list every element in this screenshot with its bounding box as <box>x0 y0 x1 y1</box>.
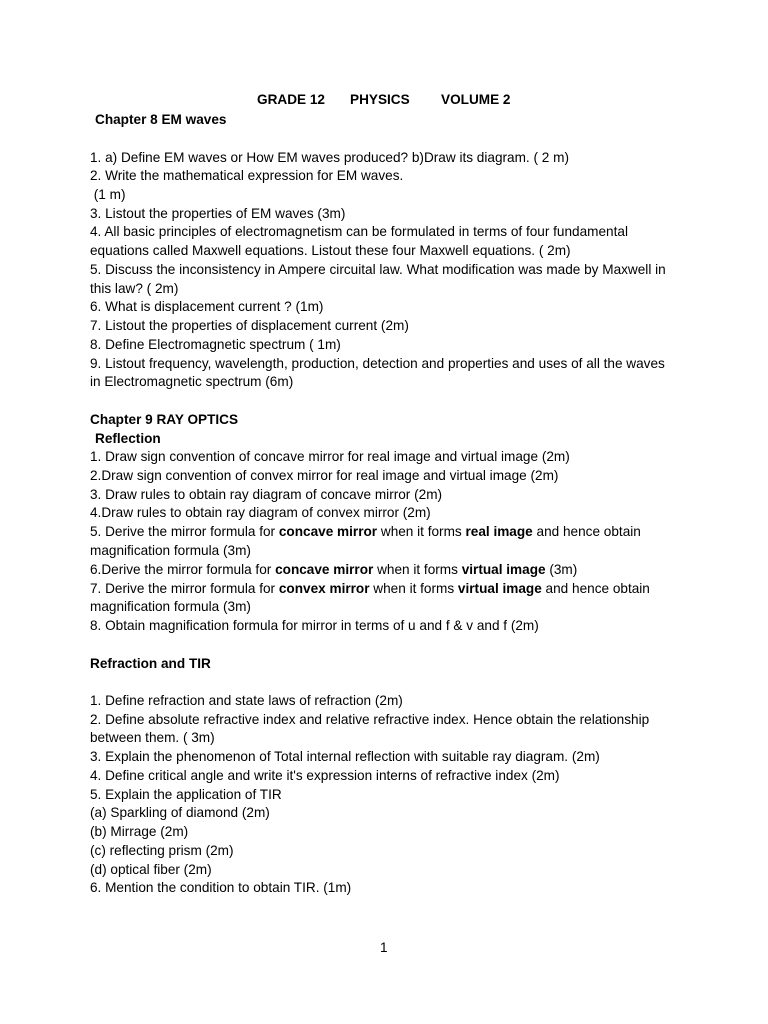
chapter8-item: 9. Listout frequency, wavelength, production, detection and properties and uses of all the waves <box>90 356 665 371</box>
item-text: 5. Derive the mirror formula for <box>90 524 279 539</box>
chapter8-item: 3. Listout the properties of EM waves (3m) <box>90 206 346 221</box>
refraction-item: (b) Mirrage (2m) <box>90 824 189 839</box>
reflection-item: magnification formula (3m) <box>90 599 251 614</box>
refraction-item: 5. Explain the application of TIR <box>90 787 282 802</box>
chapter8-item: 6. What is displacement current ? (1m) <box>90 299 324 314</box>
chapter8-item: 2. Write the mathematical expression for EM waves. <box>90 168 404 183</box>
header-grade: GRADE 12 <box>257 92 325 107</box>
refraction-item: (a) Sparkling of diamond (2m) <box>90 805 270 820</box>
page-number: 1 <box>380 940 388 955</box>
refraction-item: 6. Mention the condition to obtain TIR. (1m) <box>90 880 352 895</box>
item-text: when it forms <box>373 562 462 577</box>
document-header <box>0 92 768 110</box>
emphasis-text: virtual image <box>457 581 542 596</box>
refraction-title: Refraction and TIR <box>90 656 211 671</box>
emphasis-text: real image <box>465 524 533 539</box>
reflection-item <box>90 561 577 579</box>
emphasis-text: virtual image <box>461 562 546 577</box>
reflection-item <box>90 580 650 598</box>
chapter9-title: Chapter 9 RAY OPTICS <box>90 412 239 427</box>
item-text: when it forms <box>369 581 458 596</box>
reflection-item: 3. Draw rules to obtain ray diagram of concave mirror (2m) <box>90 487 443 502</box>
reflection-item: 1. Draw sign convention of concave mirror for real image and virtual image (2m) <box>90 449 570 464</box>
chapter8-item: 4. All basic principles of electromagnetism can be formulated in terms of four fundamental <box>90 224 628 239</box>
chapter8-title: Chapter 8 EM waves <box>95 112 227 127</box>
item-text: 7. Derive the mirror formula for <box>90 581 279 596</box>
chapter8-item: (1 m) <box>90 187 126 202</box>
chapter8-item: in Electromagnetic spectrum (6m) <box>90 374 294 389</box>
reflection-item: magnification formula (3m) <box>90 543 251 558</box>
refraction-item: (c) reflecting prism (2m) <box>90 843 234 858</box>
refraction-item: between them. ( 3m) <box>90 730 215 745</box>
refraction-item: (d) optical fiber (2m) <box>90 862 212 877</box>
refraction-item: 2. Define absolute refractive index and relative refractive index. Hence obtain the relationship <box>90 712 650 727</box>
reflection-title: Reflection <box>95 431 161 446</box>
reflection-item <box>90 523 641 541</box>
reflection-item: 8. Obtain magnification formula for mirror in terms of u and f & v and f (2m) <box>90 618 539 633</box>
item-text: (3m) <box>545 562 578 577</box>
item-text: and hence obtain <box>541 581 650 596</box>
header-subject: PHYSICS <box>350 92 410 107</box>
refraction-item: 1. Define refraction and state laws of refraction (2m) <box>90 693 403 708</box>
chapter8-item: this law? ( 2m) <box>90 281 179 296</box>
emphasis-text: concave mirror <box>278 524 378 539</box>
chapter8-item: 7. Listout the properties of displacement current (2m) <box>90 318 409 333</box>
refraction-item: 3. Explain the phenomenon of Total internal reflection with suitable ray diagram. (2m) <box>90 749 600 764</box>
chapter8-item: 5. Discuss the inconsistency in Ampere circuital law. What modification was made by Maxwell in <box>90 262 666 277</box>
chapter8-item: 1. a) Define EM waves or How EM waves produced? b)Draw its diagram. ( 2 m) <box>90 150 569 165</box>
header-volume: VOLUME 2 <box>441 92 511 107</box>
emphasis-text: concave mirror <box>275 562 374 577</box>
item-text: and hence obtain <box>532 524 641 539</box>
emphasis-text: convex mirror <box>278 581 370 596</box>
refraction-item: 4. Define critical angle and write it's expression interns of refractive index (2m) <box>90 768 560 783</box>
reflection-item: 4.Draw rules to obtain ray diagram of convex mirror (2m) <box>90 505 431 520</box>
chapter8-item: equations called Maxwell equations. Listout these four Maxwell equations. ( 2m) <box>90 243 571 258</box>
item-text: 6.Derive the mirror formula for <box>90 562 276 577</box>
reflection-item: 2.Draw sign convention of convex mirror for real image and virtual image (2m) <box>90 468 559 483</box>
item-text: when it forms <box>377 524 466 539</box>
chapter8-item: 8. Define Electromagnetic spectrum ( 1m) <box>90 337 341 352</box>
